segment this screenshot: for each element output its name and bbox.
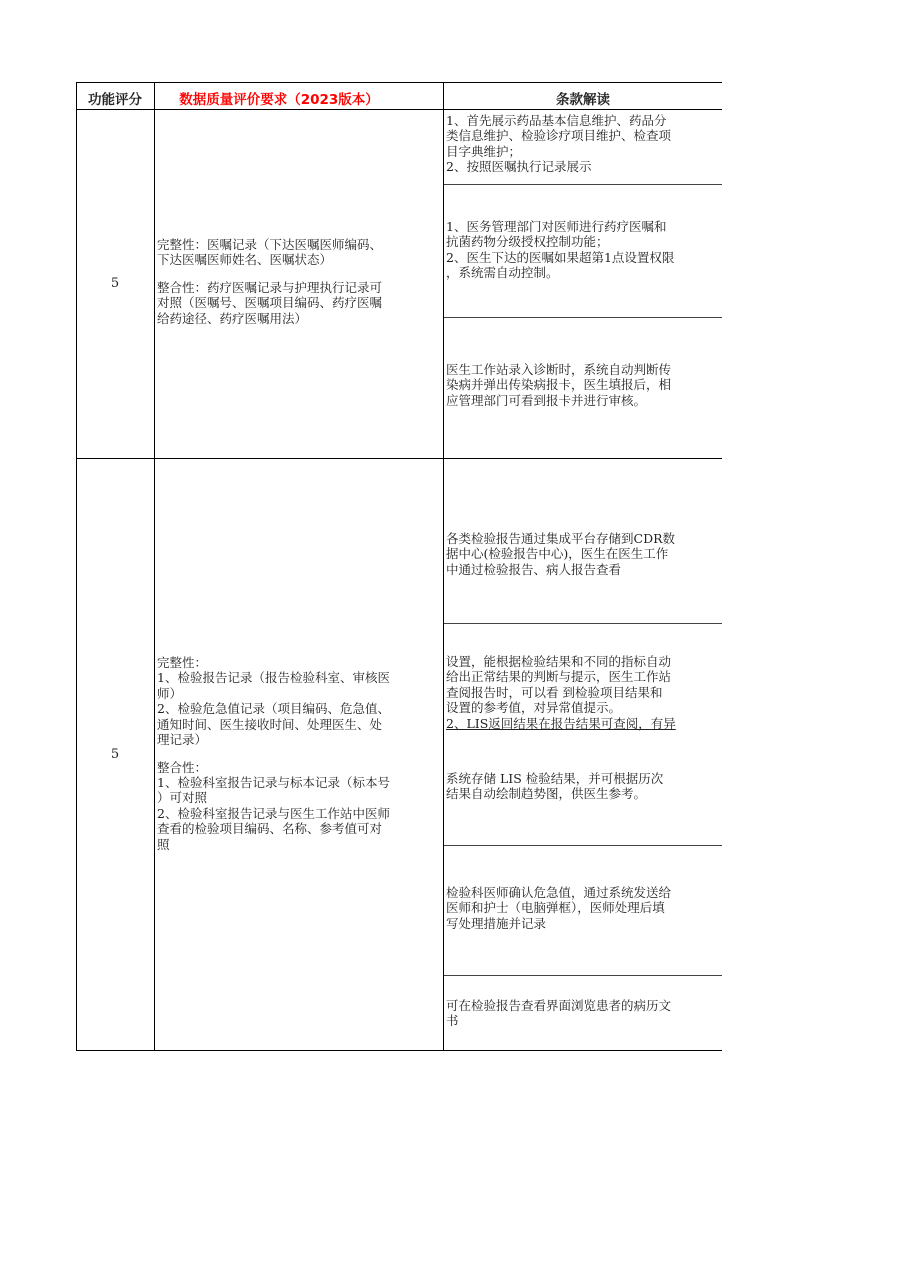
interp-line: 2、按照医嘱执行记录展示	[446, 159, 592, 175]
header-requirement: 数据质量评价要求（2023版本）	[179, 92, 379, 108]
row2-interp-4	[446, 885, 722, 945]
req-line: 对照（医嘱号、医嘱项目编码、药疗医嘱	[157, 295, 383, 311]
interp-line: 类信息维护、检验诊疗项目维护、检查项	[446, 128, 672, 144]
req-line: 1、检验科室报告记录与标本记录（标本号	[157, 774, 390, 790]
interp-line: 中通过检验报告、病人报告查看	[446, 561, 622, 577]
interp-line: 1、首先展示药品基本信息维护、药品分	[446, 113, 667, 128]
interp-line: 染病并弹出传染病报卡，医生填报后，相	[446, 377, 672, 393]
interp-divider	[444, 184, 722, 185]
req-line: 下达医嘱医师姓名、医嘱状态）	[157, 252, 333, 268]
req-line: 2、检验危急值记录（项目编码、危急值、	[157, 701, 390, 717]
interp-line: 应管理部门可看到报卡并进行审核。	[446, 392, 647, 408]
row1-interp-2	[446, 219, 722, 289]
req-line: 理记录）	[157, 732, 208, 747]
interp-divider	[444, 975, 722, 976]
interp-line: 目字典维护；	[446, 143, 522, 159]
req-line: 整合性：药疗医嘱记录与护理执行记录可	[157, 280, 383, 295]
row1-interp-1	[446, 113, 722, 183]
evaluation-table	[76, 82, 722, 1051]
row-divider	[76, 458, 722, 459]
interp-line: 2、医生下达的医嘱如果超第1点设置权限	[446, 249, 675, 265]
table-bottom-border	[76, 1050, 722, 1051]
header-bottom-border	[76, 109, 722, 110]
row2-interp-5	[446, 998, 722, 1038]
interp-line: 给出正常结果的判断与提示，医生工作站	[446, 669, 672, 685]
row2-requirement	[157, 655, 442, 865]
interp-line: 各类检验报告通过集成平台存储到CDR数	[446, 531, 675, 546]
req-line: 整合性：	[157, 759, 208, 775]
interp-line: 据中心(检验报告中心)，医生在医生工作	[446, 546, 669, 562]
interp-divider	[444, 623, 722, 624]
interp-line: 2、LIS返回结果在报告结果可查阅，有异	[446, 715, 676, 731]
req-line: 完整性：医嘱记录（下达医嘱医师编码、	[157, 237, 383, 252]
row1-requirement	[157, 237, 442, 337]
interp-line: 1、医务管理部门对医师进行药疗医嘱和	[446, 219, 667, 234]
interp-line: 医师和护士（电脑弹框），医师处理后填	[446, 900, 665, 916]
interp-line: 写处理措施并记录	[446, 915, 547, 931]
interp-line: 书	[446, 1013, 459, 1029]
interp-line: 设置的参考值，对异常值提示。	[446, 700, 622, 716]
row1-interp-3	[446, 362, 722, 422]
interp-line: 结果自动绘制趋势图，供医生参考。	[446, 786, 647, 802]
table-left-border	[76, 82, 77, 1051]
req-line: 师）	[157, 685, 183, 701]
interp-divider	[444, 317, 722, 318]
interp-line: 医生工作站录入诊断时，系统自动判断传	[446, 362, 672, 377]
interp-line: 系统存储 LIS 检验结果，并可根据历次	[446, 771, 664, 786]
interp-divider	[444, 845, 722, 846]
header-interpretation: 条款解读	[556, 92, 610, 108]
req-line: ）可对照	[157, 790, 208, 806]
row1-score: 5	[110, 276, 120, 291]
req-line: 查看的检验项目编码、名称、参考值可对	[157, 821, 383, 837]
interp-line: 检验科医师确认危急值，通过系统发送给	[446, 885, 672, 900]
interp-line: 可在检验报告查看界面浏览患者的病历文	[446, 998, 672, 1013]
req-line: 给药途径、药疗医嘱用法）	[157, 310, 308, 326]
req-line: 2、检验科室报告记录与医生工作站中医师	[157, 805, 390, 821]
header-score: 功能评分	[88, 92, 142, 108]
req-line: 1、检验报告记录（报告检验科室、审核医	[157, 670, 390, 686]
table-top-border	[76, 82, 722, 83]
row2-score: 5	[110, 747, 120, 762]
col-divider-2	[443, 82, 444, 1051]
req-line: 完整性：	[157, 655, 208, 670]
interp-line: 设置，能根据检验结果和不同的指标自动	[446, 654, 672, 669]
row2-interp-2	[446, 654, 722, 733]
col-divider-1	[154, 82, 155, 1051]
req-line: 通知时间、医生接收时间、处理医生、处	[157, 716, 383, 732]
req-line: 照	[157, 836, 170, 852]
row2-interp-3	[446, 771, 722, 811]
row2-interp-1	[446, 531, 722, 591]
interp-line: 抗菌药物分级授权控制功能；	[446, 234, 609, 250]
interp-line: 查阅报告时，可以看 到检验项目结果和	[446, 684, 663, 700]
interp-line: ，系统需自动控制。	[446, 265, 559, 281]
